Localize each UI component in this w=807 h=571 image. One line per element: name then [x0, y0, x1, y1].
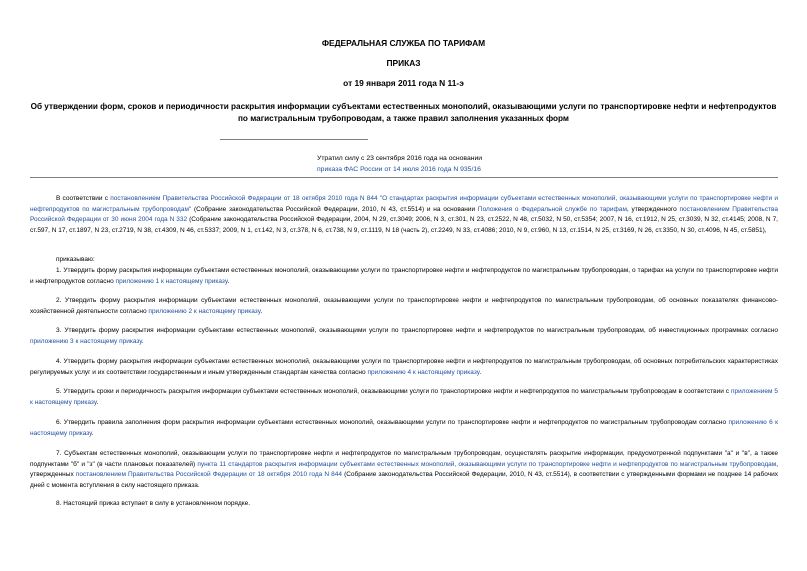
intro-text-4: (Собрание законодательства Российской Федерации, 2004, N 29, ст.3049; 2006, N 3, ст.301, N 23, ст.2522, N 48, ст.5032, N 50, ст.5354; 2007, N 16, ст.1912, N 25, ст.3039, N 32, ст.4145; 2008, N 7, ст.597, N 17, ст.1897, N 23, ст.2719, N 38, ст.4309, N 46, ст.5337; 2009, N 1, ст.142, N 3, ст.378, N 6, ст.738, N 9, ст.1119, N 18 (часть 2), ст.2249, N 33, ст.4086; 2010, N 9, ст.960, N 13, ст.1514, N 25, ст.3169, N 26, ст.3350, N 30, ст.4096, N 45, ст.5851),	[30, 216, 778, 234]
item-4-tail: .	[479, 368, 482, 376]
long-divider	[30, 177, 778, 178]
document-type: ПРИКАЗ	[386, 58, 421, 68]
item-1-tail: .	[227, 277, 230, 285]
link-appendix-2[interactable]: приложению 2 к настоящему приказу	[148, 307, 261, 315]
short-divider	[220, 139, 368, 140]
item-3-text: 3. Утвердить форму раскрытия информации субъектами естественных монополий, оказывающими услуги по транспортировке нефти и нефтепродуктов по магистральным трубопроводам, об инвестиционных программах согласно	[56, 327, 778, 334]
item-4	[30, 357, 778, 378]
agency-name: ФЕДЕРАЛЬНАЯ СЛУЖБА ПО ТАРИФАМ	[321, 38, 486, 48]
intro-text-2: (Собрание законодательства Российской Федерации, 2010, N 43, ст.5514) и на основании	[191, 205, 478, 213]
status-note-text: Утратил силу с 23 сентября 2016 года на основании	[317, 155, 483, 162]
intro-text-1: В соответствии с	[56, 195, 111, 202]
status-note-link[interactable]: приказа ФАС России от 14 июля 2016 года N 935/16	[317, 166, 481, 173]
link-appendix-4[interactable]: приложению 4 к настоящему приказу	[367, 368, 480, 376]
link-resolution-844[interactable]: постановлением Правительства Российской Федерации от 18 октября 2010 года N 844 "О стандартах раскрытия информации субъектами естественных монополий, оказывающими услуги по транспортировке нефти и нефтепродуктов по магистральным трубопроводам"	[30, 195, 778, 213]
item-6-text: 6. Утвердить правила заполнения форм раскрытия информации субъектами естественных монополий, оказывающими услуги по транспортировке нефти и нефтепродуктов по магистральным трубопроводам согласно	[56, 419, 729, 426]
intro-text-3: , утвержденного	[626, 205, 680, 213]
item-1	[30, 266, 778, 287]
link-appendix-1[interactable]: приложению 1 к настоящему приказу	[115, 277, 228, 285]
item-5	[30, 387, 778, 408]
document-title: Об утверждении форм, сроков и периодичности раскрытия информации субъектами естественных монополий, оказывающими услуги по транспортировке нефти и нефтепродуктов по магистральным трубопроводам, а также правил заполнения указанных форм	[30, 102, 777, 123]
intro-paragraph	[30, 194, 778, 236]
item-4-text: 4. Утвердить форму раскрытия информации субъектами естественных монополий, оказывающими услуги по транспортировке нефти и нефтепродуктов по магистральным трубопроводам, об основных потребительских характеристиках регулируемых услуг и их соответствии государственным и иным утвержденным стандартам качества согласно	[30, 358, 778, 376]
item-6	[30, 418, 778, 439]
item-7-text-1: 7. Субъектам естественных монополий, оказывающим услуги по транспортировке нефти и нефтепродуктов по магистральным трубопроводам, осуществлять раскрытие информации, предусмотренной подпунктами "а" и "в", а также подпунктами "б" и "з" (в части плановых показателей)	[30, 450, 778, 468]
item-5-tail: .	[96, 398, 99, 406]
link-standards-point-11[interactable]: пункта 11 стандартов раскрытия информации субъектами естественных монополий, оказывающими услуги по транспортировке нефти и нефтепродуктов по магистральным трубопроводам	[197, 460, 777, 468]
link-resolution-332[interactable]: постановлением Правительства Российской Федерации от 30 июня 2004 года N 332	[30, 205, 778, 223]
item-3-tail: .	[141, 337, 144, 345]
order-word-text: приказываю:	[56, 256, 95, 263]
item-2-tail: .	[260, 307, 263, 315]
item-8	[30, 499, 778, 510]
item-2-text: 2. Утвердить форму раскрытия информации субъектами естественных монополий, оказывающими услуги по транспортировке нефти и нефтепродуктов по магистральным трубопроводам, об основных показателях финансово-хозяйственной деятельности согласно	[30, 297, 778, 315]
item-8-text: 8. Настоящий приказ вступает в силу в установленном порядке.	[56, 500, 251, 507]
item-3	[30, 326, 778, 347]
item-7-text-3: (Собрание законодательства Российской Федерации, 2010, N 43, ст.5514), в соответствии с утвержденными формами не позднее 14 рабочих дней с момента вступления в силу настоящего приказа.	[30, 471, 779, 489]
link-appendix-5[interactable]: приложением 5 к настоящему приказу	[30, 388, 778, 406]
link-fst-regulation[interactable]: Положения о Федеральной службе по тарифам	[477, 205, 627, 213]
order-word	[30, 255, 778, 266]
status-note	[317, 153, 617, 175]
link-appendix-6[interactable]: приложению 6 к настоящему приказу	[30, 419, 778, 437]
link-resolution-844-item7[interactable]: постановлением Правительства Российской Федерации от 18 октября 2010 года N 844	[75, 471, 342, 478]
item-6-tail: .	[91, 429, 94, 437]
item-7	[30, 449, 778, 491]
item-2	[30, 296, 778, 317]
item-7-text-2: , утвержденных	[30, 460, 779, 478]
link-appendix-3[interactable]: приложению 3 к настоящему приказу	[30, 337, 142, 345]
item-5-text: 5. Утвердить сроки и периодичность раскрытия информации субъектами естественных монополий, оказывающими услуги по транспортировке нефти и нефтепродуктов по магистральным трубопроводам в соответствии с	[56, 388, 731, 395]
document-date: от 19 января 2011 года N 11-э	[343, 78, 464, 88]
item-1-text: 1. Утвердить форму раскрытия информации субъектами естественных монополий, оказывающими услуги по транспортировке нефти и нефтепродуктов по магистральным трубопроводам, о тарифах на услуги по транспортировке нефти и нефтепродуктов согласно	[30, 267, 778, 285]
